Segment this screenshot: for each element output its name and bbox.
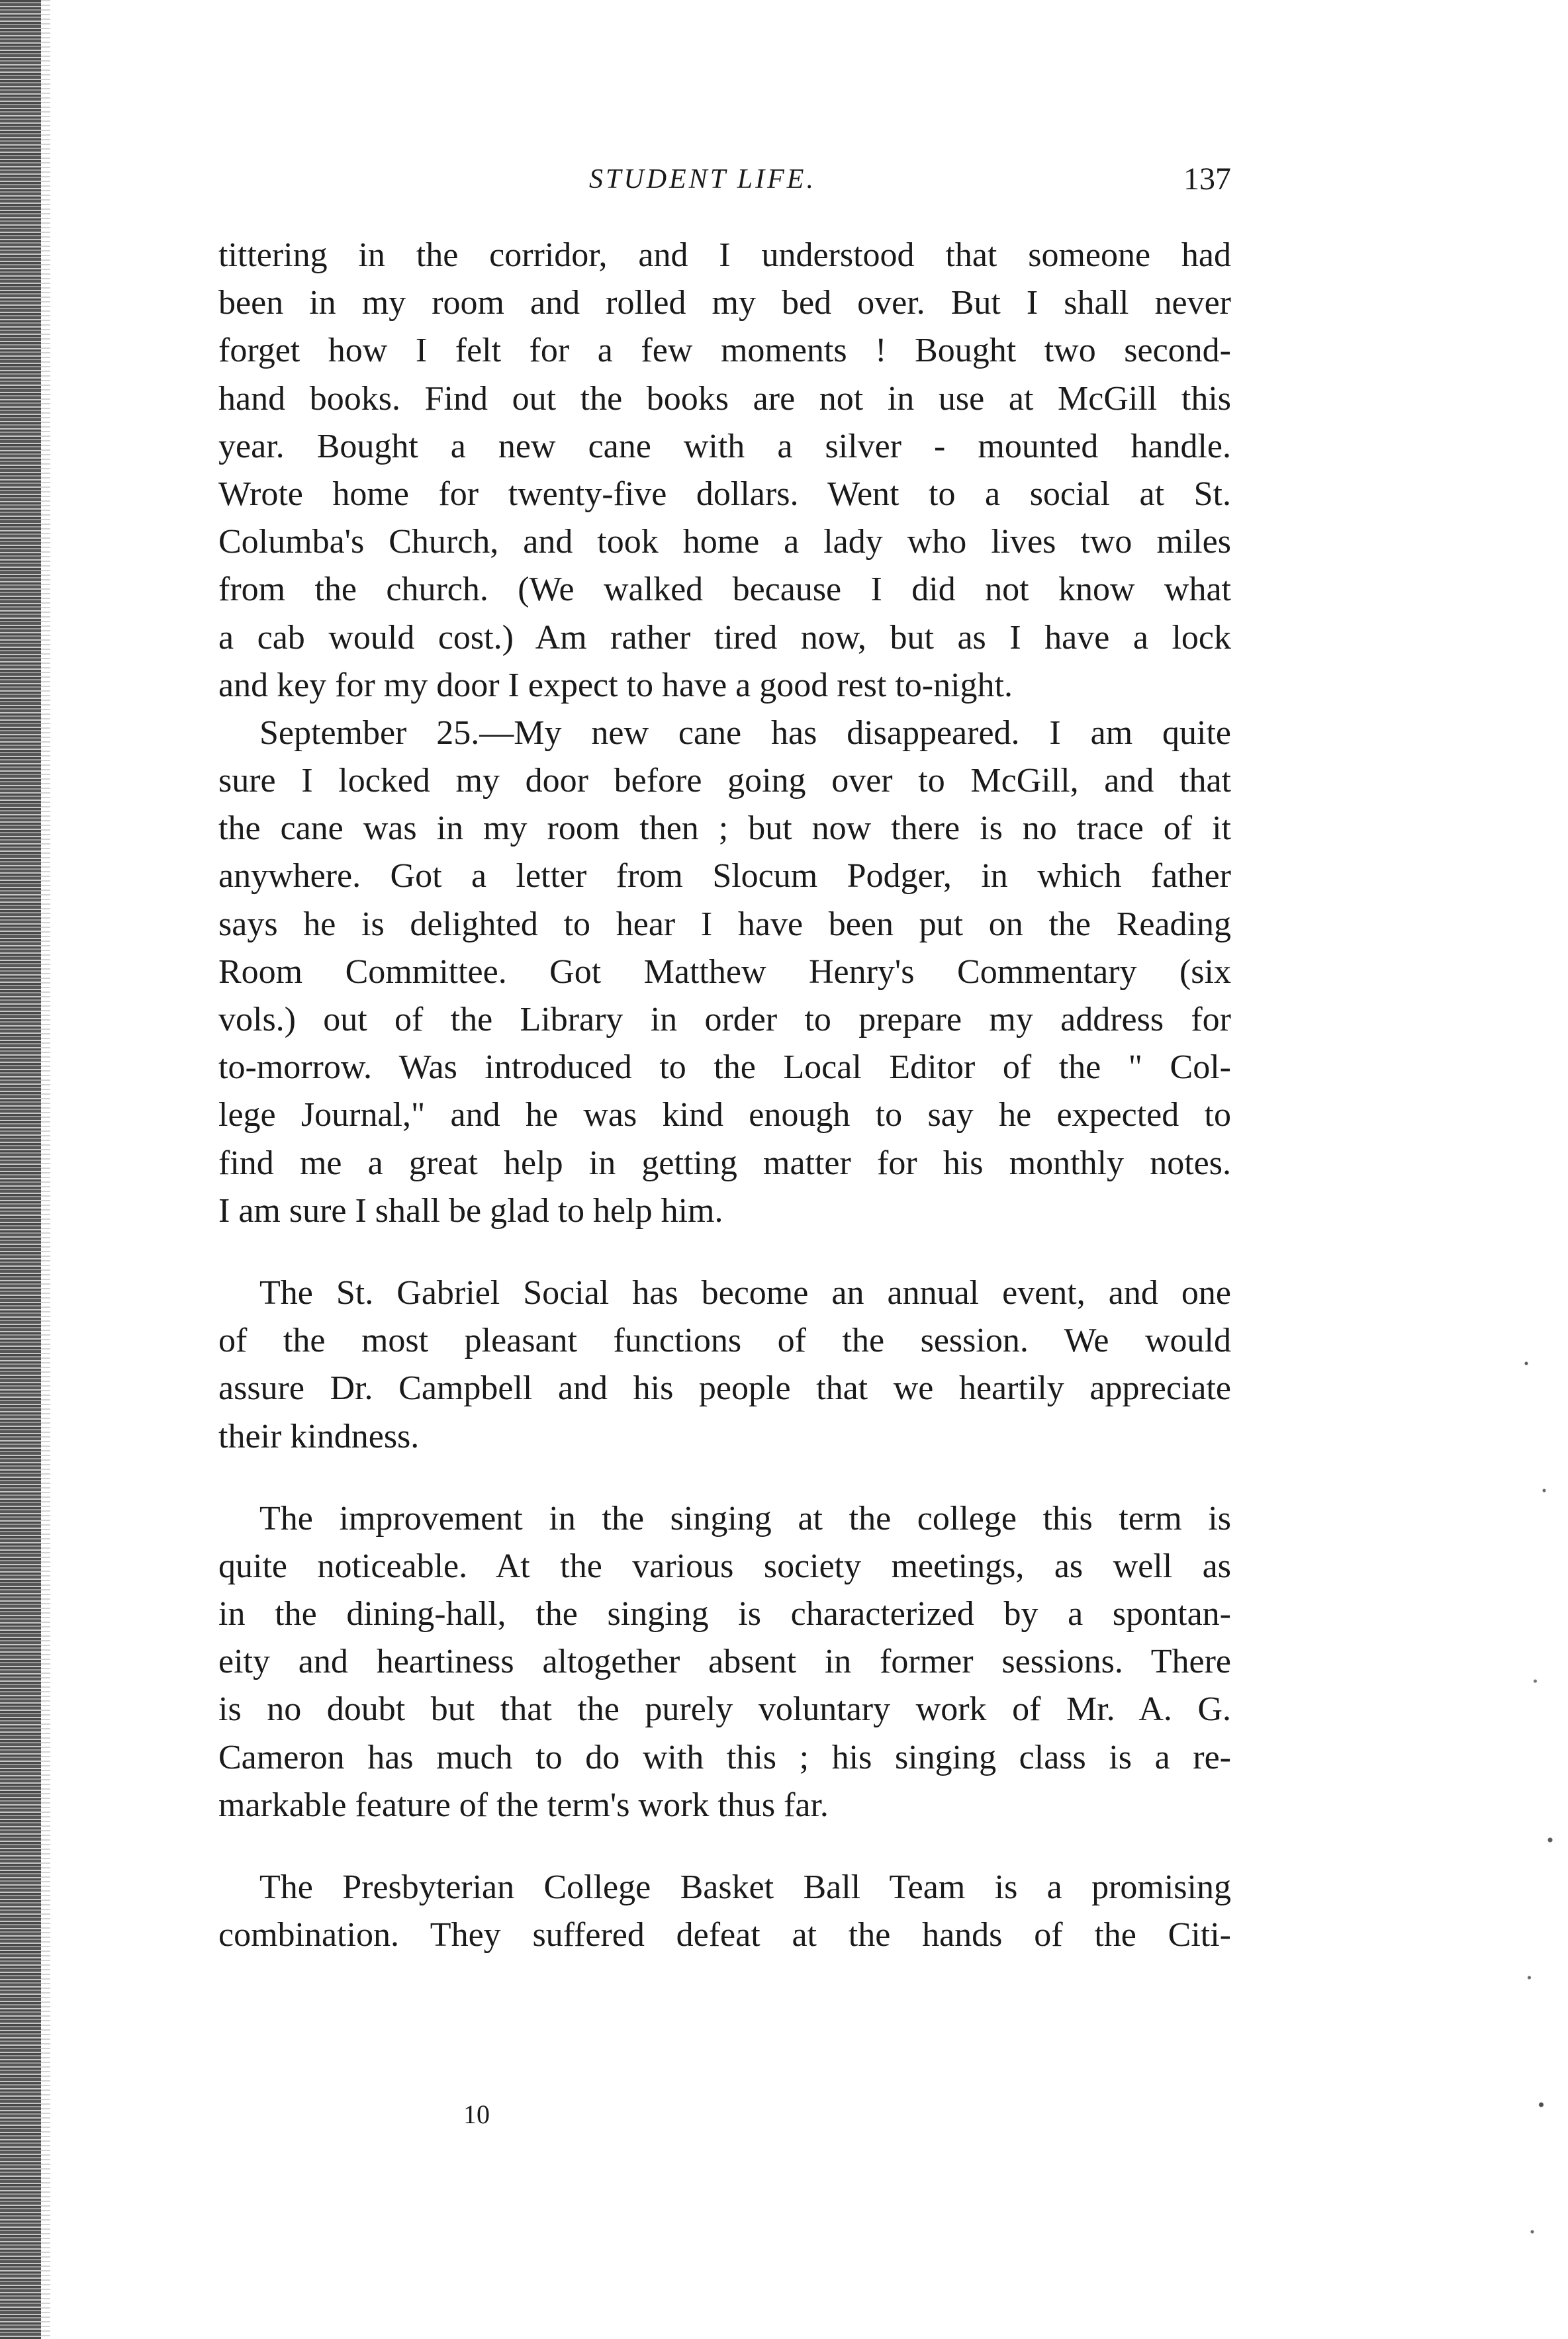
text-line: and key for my door I expect to have a good rest to-night. <box>218 666 1013 704</box>
text-line: forget how I felt for a few moments ! Bought two second- <box>218 332 1231 370</box>
paragraph-gap <box>218 1829 1231 1864</box>
text-line: The St. Gabriel Social has become an annual event, and one <box>259 1273 1231 1312</box>
text-line: Cameron has much to do with this ; his singing class is a re- <box>218 1738 1231 1776</box>
text-line: their kindness. <box>218 1417 420 1455</box>
text-line: is no doubt but that the purely voluntary work of Mr. A. G. <box>218 1690 1231 1729</box>
text-line: in the dining-hall, the singing is characterized by a spontan- <box>218 1595 1231 1633</box>
paragraph-september-25 <box>218 710 1231 1235</box>
text-line: The improvement in the singing at the college this term is <box>259 1499 1231 1537</box>
text-line: says he is delighted to hear I have been put on the Reading <box>218 905 1231 943</box>
text-line: I am sure I shall be glad to help him. <box>218 1191 723 1230</box>
text-line: from the church. (We walked because I did not know what <box>218 571 1231 609</box>
text-line: combination. They suffered defeat at the hands of the Citi- <box>218 1916 1231 1954</box>
text-line: anywhere. Got a letter from Slocum Podger, in which father <box>218 857 1231 895</box>
text-line: hand books. Find out the books are not in use at McGill this <box>218 379 1231 418</box>
text-line: markable feature of the term's work thus far. <box>218 1786 829 1824</box>
paragraph-basket-ball <box>218 1864 1231 1959</box>
text-line: of the most pleasant functions of the session. We would <box>218 1322 1231 1360</box>
paragraph-gap <box>218 1461 1231 1495</box>
text-line: vols.) out of the Library in order to prepare my address for <box>218 1001 1231 1038</box>
text-line: a cab would cost.) Am rather tired now, but as I have a lock <box>218 618 1231 657</box>
text-line: The Presbyterian College Basket Ball Team is a promising <box>259 1868 1231 1906</box>
text-line: sure I locked my door before going over to McGill, and that <box>218 762 1231 800</box>
text-line: eity and heartiness altogether absent in former sessions. There <box>218 1643 1231 1681</box>
binding-edge <box>0 0 41 2339</box>
paragraph-st-gabriel-social <box>218 1269 1231 1461</box>
text-line: find me a great help in getting matter for his monthly notes. <box>218 1144 1231 1182</box>
page-number: 137 <box>1183 161 1231 197</box>
text-line: assure Dr. Campbell and his people that we heartily appreciate <box>218 1369 1231 1408</box>
text-line: Wrote home for twenty-five dollars. Went to a social at St. <box>218 475 1231 513</box>
text-line: tittering in the corridor, and I understood that someone had <box>218 236 1231 274</box>
text-line: Columba's Church, and took home a lady who lives two miles <box>218 523 1231 561</box>
signature-mark: 10 <box>463 2099 490 2129</box>
text-line: been in my room and rolled my bed over. But I shall never <box>218 284 1231 322</box>
text-line: September 25.—My new cane has disappeared. I am quite <box>259 713 1231 752</box>
text-line: year. Bought a new cane with a silver - mounted handle. <box>218 427 1231 465</box>
running-title: STUDENT LIFE. <box>589 164 816 195</box>
paragraph-singing <box>218 1495 1231 1829</box>
paragraph-diary-continued <box>218 232 1231 710</box>
text-line: lege Journal," and he was kind enough to say he expected to <box>218 1096 1231 1134</box>
running-head <box>218 156 1231 203</box>
paragraph-gap <box>218 1235 1231 1269</box>
text-line: to-morrow. Was introduced to the Local Editor of the " Col- <box>218 1048 1231 1087</box>
margin-specks <box>1508 1258 1568 2316</box>
body-text <box>218 232 1231 1959</box>
text-line: Room Committee. Got Matthew Henry's Commentary (six <box>218 952 1231 991</box>
text-line: quite noticeable. At the various society meetings, as well as <box>218 1547 1231 1585</box>
text-line: the cane was in my room then ; but now there is no trace of it <box>218 809 1231 848</box>
